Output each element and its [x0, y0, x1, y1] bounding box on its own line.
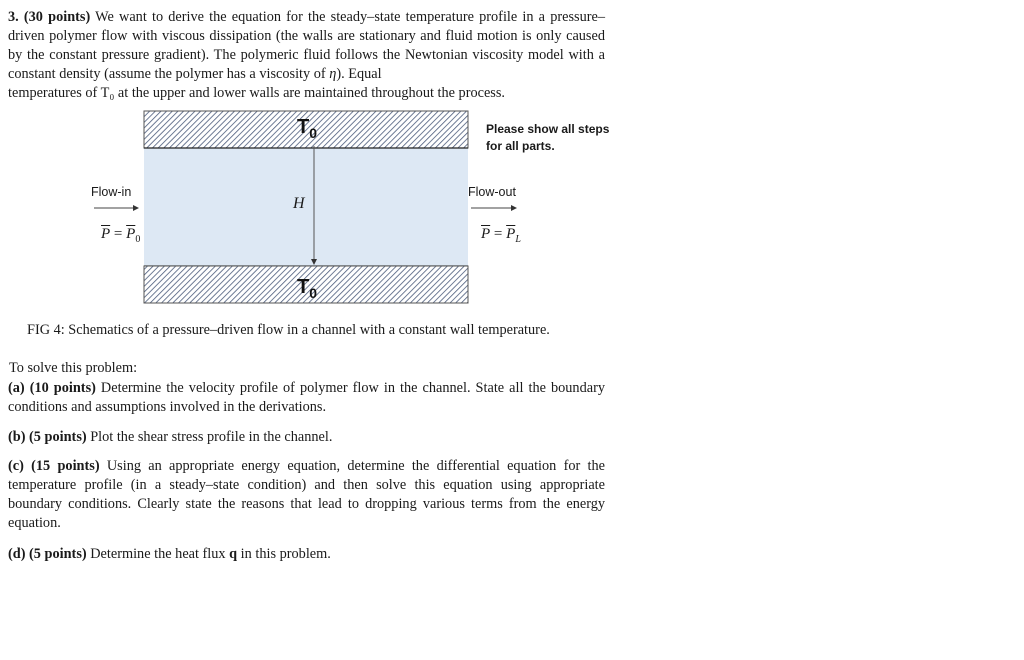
eta-symbol: η	[329, 66, 337, 82]
heat-flux-symbol: q	[229, 546, 238, 562]
solve-heading: To solve this problem:	[9, 360, 138, 376]
part-d-text-end: in this problem.	[237, 546, 331, 562]
figure-caption: FIG 4: Schematics of a pressure–driven flow in a channel with a constant wall temperature.	[27, 322, 550, 338]
channel-height-label: H	[293, 195, 305, 212]
channel	[144, 148, 468, 266]
part-c-text: Using an appropriate energy equation, determine the differential equation for the temperature profile (in a steady–state condition) and then solve this equation using appropriate boundary conditions. Clearly state the reasons that lead to dropping various terms from the energy equation.	[8, 458, 605, 531]
flow-out-label: Flow-out	[468, 185, 516, 199]
inlet-pressure-label: $\overline{P} = \overline{P}_0$	[101, 226, 141, 245]
part-c	[8, 457, 605, 533]
part-b-label: (b) (5 points)	[8, 429, 87, 445]
bottom-wall-temperature: $T_0$	[297, 276, 318, 301]
instruction-note: Please show all steps for all parts.	[486, 122, 610, 153]
part-a	[8, 379, 605, 417]
part-a-label: (a) (10 points)	[8, 380, 96, 396]
flow-in-label: Flow-in	[91, 185, 132, 199]
outlet-pressure-label: $\overline{P} = \overline{P}_L$	[481, 226, 521, 245]
problem-text: We want to derive the equation for the steady–state temperature profile in a pressure–driven polymer flow with viscous dissipation (the walls are stationary and fluid motion is only caused by the constant pressure gradient). The polymeric fluid follows the Newtonian viscosity model with a constant density (assume the polymer has a viscosity of	[8, 9, 605, 82]
problem-text-end: ). Equal	[336, 66, 382, 82]
part-d-text: Determine the heat flux	[86, 546, 230, 562]
part-c-label: (c) (15 points)	[8, 458, 100, 474]
part-a-text: Determine the velocity profile of polymer flow in the channel. State all the boundary conditions and assumptions involved in the derivations.	[8, 380, 605, 415]
part-b-text: Plot the shear stress profile in the channel.	[86, 429, 333, 445]
part-b	[8, 428, 605, 447]
part-d	[8, 545, 605, 564]
part-d-label: (d) (5 points)	[8, 546, 87, 562]
problem-text-lastline: temperatures of T₀ at the upper and lower walls are maintained throughout the process.	[8, 85, 506, 101]
top-wall-temperature: $T_0$	[297, 116, 318, 141]
problem-label: 3. (30 points)	[8, 9, 91, 25]
